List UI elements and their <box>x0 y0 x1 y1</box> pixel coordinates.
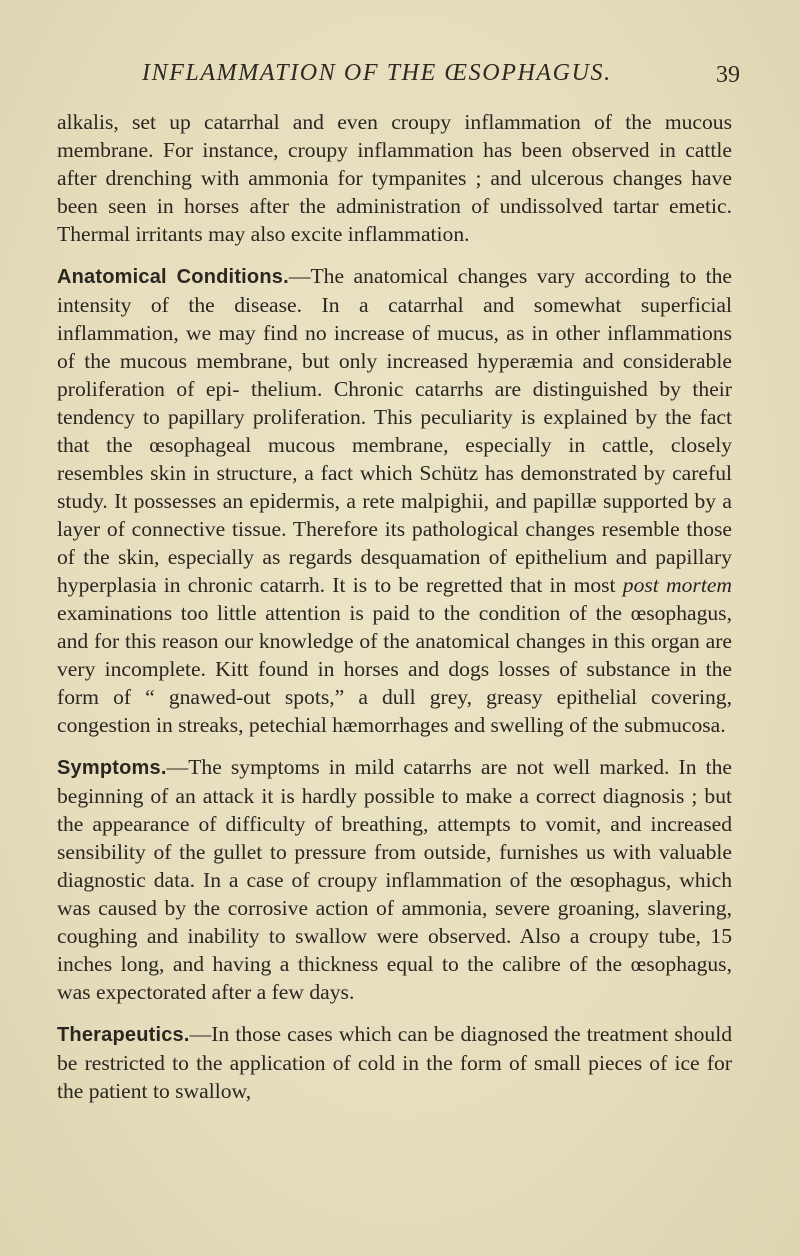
paragraph-text: —The anatomical changes vary according to the intensity of the disease. In a catarrhal and somewhat superficial inflammation, we may find no increase of mucus, as in other inflammations of the mucous membrane, but only increased hyperæmia and considerable proliferation of epi- thelium. Chronic catarrhs are distinguished by their tendency to papillary proliferation. This peculiarity is explained by the fact that the œsophageal mucous membrane, especially in cattle, closely resembles skin in structure, a fact which Schütz has demonstrated by careful study. It possesses an epidermis, a rete malpighii, and papillæ supported by a layer of connective tissue. Therefore its pathological changes resemble those of the skin, especially as regards desquamation of epithelium and papillary hyperplasia in chronic catarrh. It is to be regretted that in most <box>57 264 732 597</box>
running-head <box>0 60 800 96</box>
italic-term: post mortem <box>622 573 732 597</box>
section-heading-anatomical-conditions: Anatomical Conditions. <box>57 266 289 288</box>
body-text <box>57 108 732 1105</box>
page-number: 39 <box>716 62 740 88</box>
paragraph-intro <box>57 108 732 248</box>
paragraph-text: —In those cases which can be diagnosed the treatment should be restricted to the application of cold in the form of small pieces of ice for the patient to swallow, <box>57 1022 732 1103</box>
paragraph-text: alkalis, set up catarrhal and even croupy inflammation of the mucous membrane. For instance, croupy inflammation has been observed in cattle after drenching with ammonia for tympanites ; and ulcerous changes have been seen in horses after the administration of undissolved tartar emetic. Thermal irritants may also excite inflammation. <box>57 110 732 246</box>
paragraph-text: examinations too little attention is paid to the condition of the œsophagus, and for this reason our knowledge of the anatomical changes in this organ are very incomplete. Kitt found in horses and dogs losses of substance in the form of “ gnawed-out spots,” a dull grey, greasy epithelial covering, congestion in streaks, petechial hæmorrhages and swelling of the submucosa. <box>57 601 732 737</box>
section-heading-therapeutics: Therapeutics. <box>57 1024 190 1046</box>
paragraph-anatomical-conditions <box>57 262 732 739</box>
paragraph-therapeutics <box>57 1020 732 1105</box>
paragraph-symptoms <box>57 753 732 1006</box>
section-heading-symptoms: Symptoms. <box>57 757 167 779</box>
paragraph-text: —The symptoms in mild catarrhs are not well marked. In the beginning of an attack it is hardly possible to make a correct diagnosis ; but the appearance of difficulty of breathing, attempts to vomit, and increased sensibility of the gullet to pressure from outside, furnishes us with valuable diagnostic data. In a case of croupy inflammation of the œsophagus, which was caused by the corrosive action of ammonia, severe groaning, slavering, coughing and inability to swallow were observed. Also a croupy tube, 15 inches long, and having a thickness equal to the calibre of the œsophagus, was expectorated after a few days. <box>57 755 732 1004</box>
running-title: INFLAMMATION OF THE ŒSOPHAGUS. <box>142 60 612 86</box>
